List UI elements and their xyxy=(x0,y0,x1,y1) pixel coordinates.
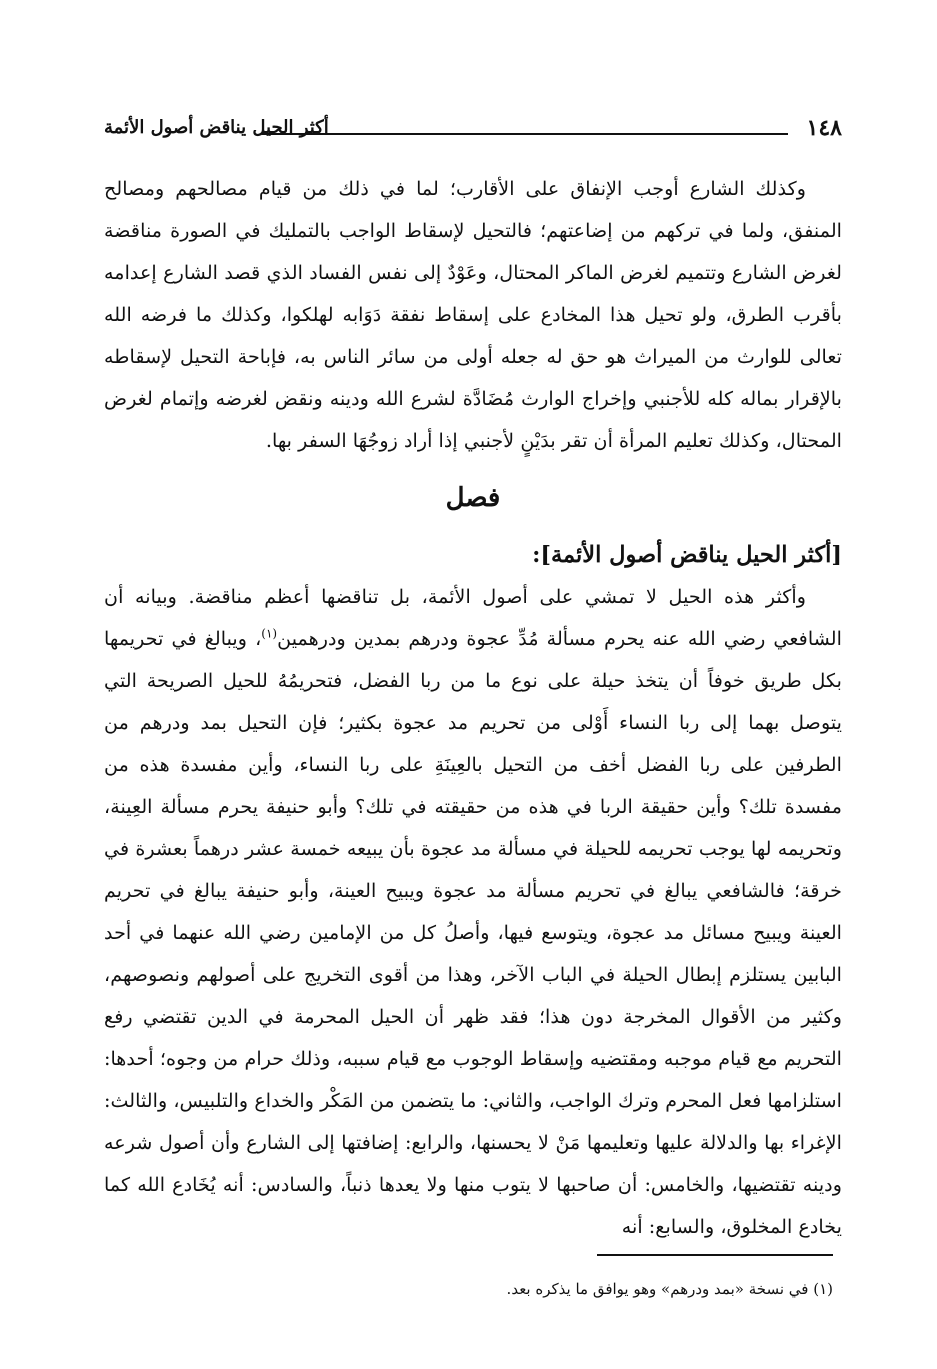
running-header xyxy=(104,112,842,144)
section-title: فصل xyxy=(445,483,501,513)
footnote-text: في نسخة «بمد ودرهم» وهو يوافق ما يذكره بعد. xyxy=(506,1280,809,1298)
paragraph-2-rest: ، ويبالغ في تحريمها بكل طريق خوفاً أن يتخذ حيلة على نوع ما من ربا الفضل، فتحريمُهُ للحيل الصريحة التي يتوصل بهما إلى ربا النساء أَوْلى من تحريم مد عجوة بكثير؛ فإن التحيل بمد ودرهم من الطرفين على ربا الفضل أخف من التحيل بالعِينَةِ على ربا النساء، وأين مفسدة هذه من مفسدة تلك؟ وأين حقيقة الربا في هذه من حقيقته في تلك؟ وأبو حنيفة يحرم مسألة العِينة، وتحريمه لها يوجب تحريمه للحيلة في مسألة مد عجوة بأن يبيعه خمسة عشر درهماً بعشرة في خرقة؛ فالشافعي يبالغ في تحريم مسألة مد عجوة ويبيح العينة، وأبو حنيفة يبالغ في تحريم العينة ويبيح مسائل مد عجوة، ويتوسع فيها، وأصلُ كل من الإمامين رضي الله عنهما في أحد البابين يستلزم إبطال الحيلة في الباب الآخر، وهذا من أقوى التخريج على أصولهم ونصوصهم، وكثير من الأقوال المخرجة دون هذا؛ فقد ظهر أن الحيل المحرمة في الدين تقتضي رفع التحريم مع قيام موجبه ومقتضيه وإسقاط الوجوب مع قيام سببه، وذلك حرام من وجوه؛ أحدها: استلزامها فعل المحرم وترك الواجب، والثاني: ما يتضمن من المَكْر والخداع والتلبيس، والثالث: الإغراء بها والدلالة عليها وتعليمها مَنْ لا يحسنها، والرابع: إضافتها إلى الشارع وأن أصول شرعه ودينه تقتضيها، والخامس: أن صاحبها لا يتوب منها ولا يعدها ذنباً، والسادس: أنه يُخَادع الله كما يخادع المخلوق، والسابع: أنه xyxy=(104,627,842,1238)
paragraph-2-start: وأكثر هذه الحيل لا تمشي على أصول الأئمة، بل تناقضها أعظم مناقضة. وبيانه أن الشافعي رضي الله عنه يحرم مسألة مُدِّ عجوة ودرهم بمدين ودرهمين xyxy=(104,585,842,650)
running-title: أكثر الحيل يناقض أصول الأئمة xyxy=(104,117,329,138)
header-rule xyxy=(262,133,788,135)
footnote xyxy=(95,1276,833,1302)
footnote-reference: (١) xyxy=(261,626,278,641)
paragraph-2 xyxy=(104,576,842,1248)
main-text xyxy=(104,168,842,1248)
section-subheading: [أكثر الحيل يناقض أصول الأئمة]: xyxy=(532,542,842,568)
paragraph-1: وكذلك الشارع أوجب الإنفاق على الأقارب؛ لما في ذلك من قيام مصالحهم ومصالح المنفق، ولما في تركهم من إضاعتهم؛ فالتحيل لإسقاط الواجب بالتمليك في الصورة مناقضة لغرض الشارع وتتميم لغرض الماكر المحتال، وعَوْدٌ إلى نفس الفساد الذي قصد الشارع إعدامه بأقرب الطرق، ولو تحيل هذا المخادع على إسقاط نفقة دَوَابه لهلكوا، وكذلك ما فرضه الله تعالى للوارث من الميراث هو حق له جعله أولى من سائر الناس به، فإباحة التحيل لإسقاطه بالإقرار بماله كله للأجنبي وإخراج الوارث مُضَادَّة لشرع الله ودينه ونقض لغرضه وإتمام لغرض المحتال، وكذلك تعليم المرأة أن تقر بدَيْنٍ لأجنبي إذا أراد زوجُهَا السفر بها. xyxy=(104,177,842,452)
footnote-marker: (١) xyxy=(813,1280,833,1298)
footnote-rule xyxy=(597,1254,833,1256)
page-number: ١٤٨ xyxy=(806,115,842,141)
